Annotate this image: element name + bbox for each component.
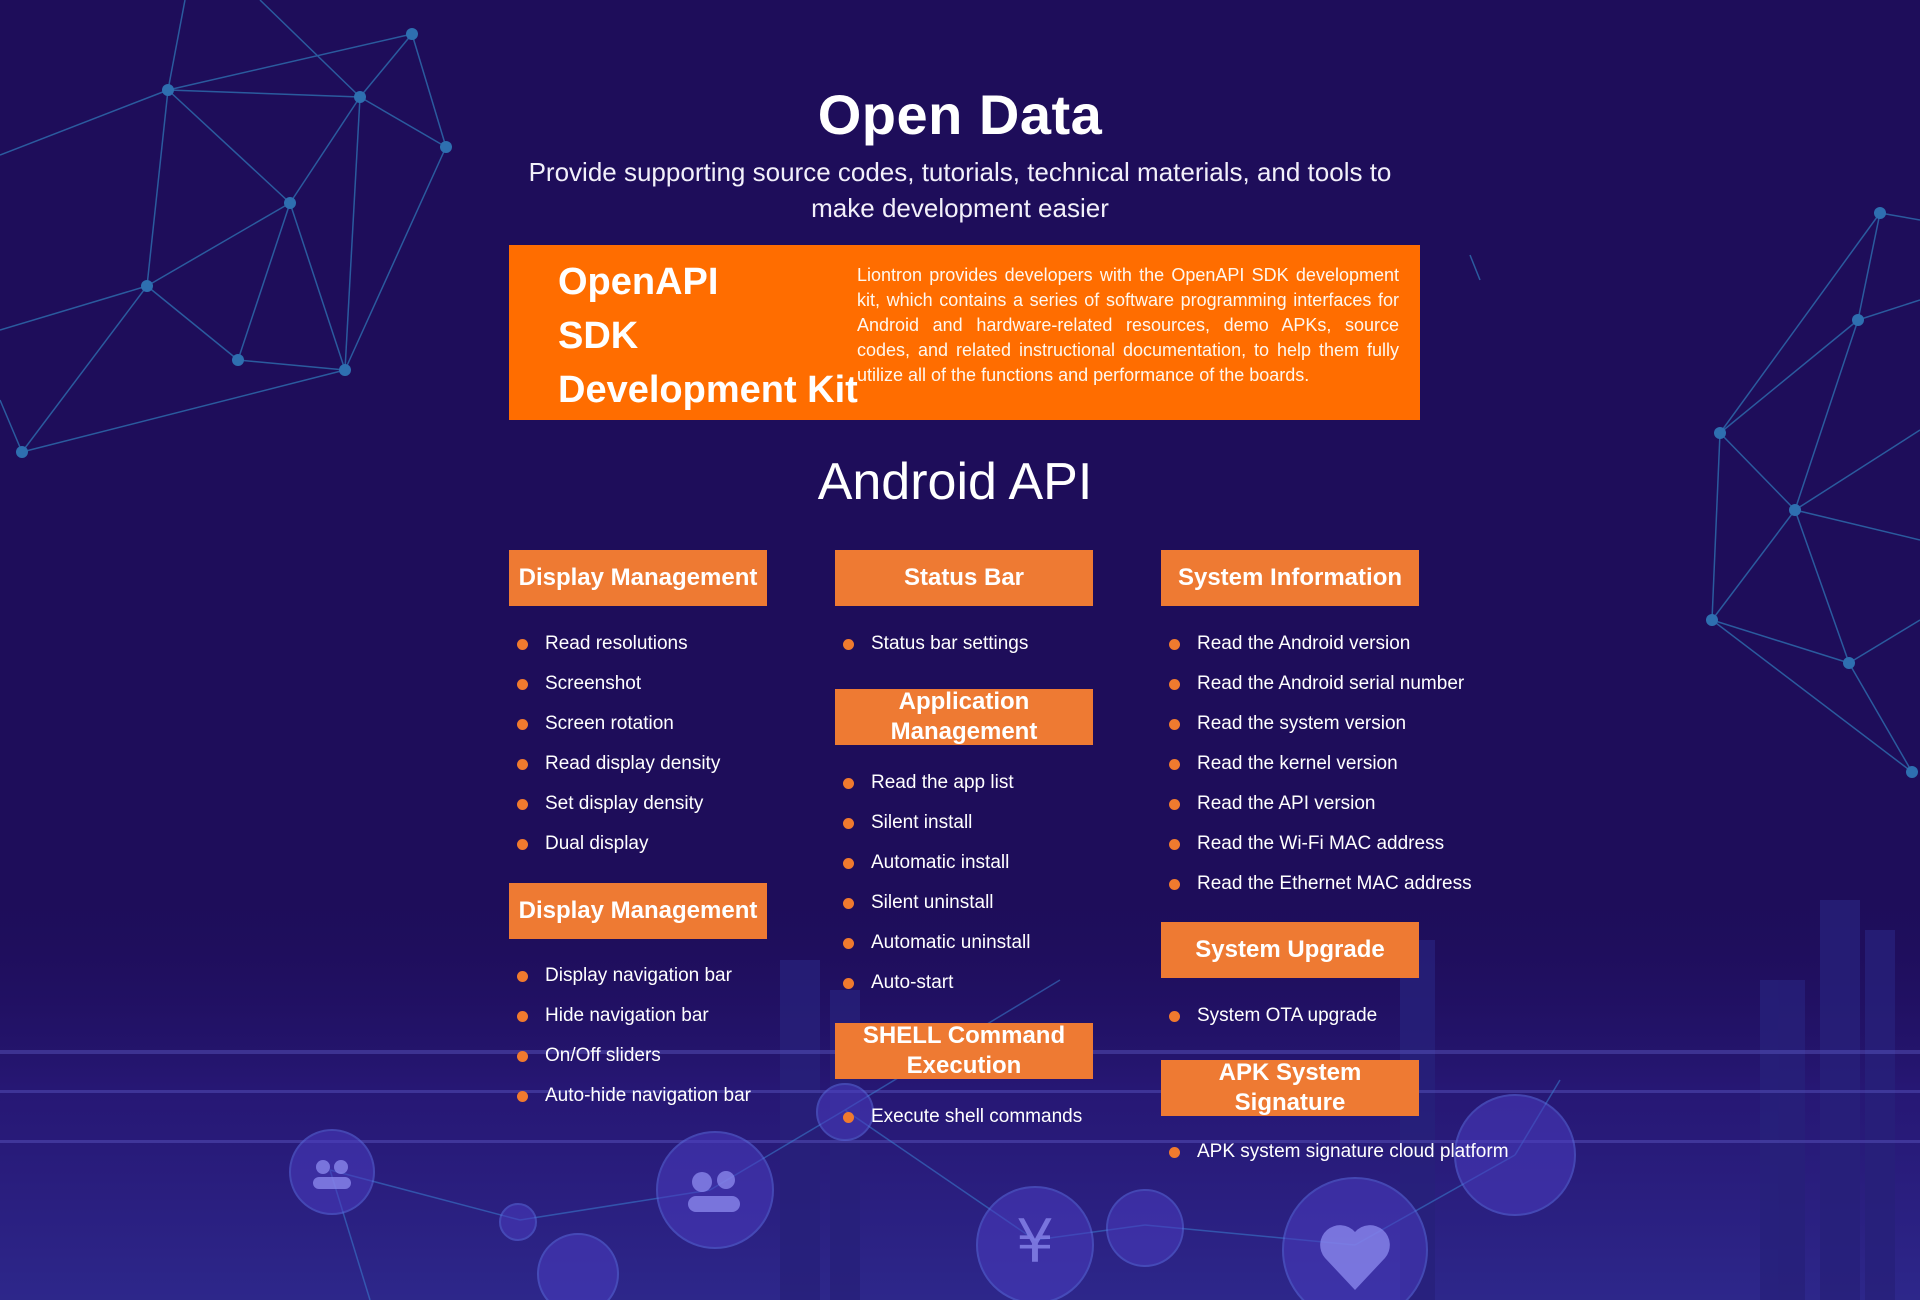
list-item: Dual display (509, 824, 720, 864)
list-item: Display navigation bar (509, 956, 751, 996)
list-item: Read display density (509, 744, 720, 784)
list-item: Read the system version (1161, 704, 1472, 744)
sdk-title (558, 255, 858, 417)
list-item: Read the app list (835, 763, 1030, 803)
list-item: Screenshot (509, 664, 720, 704)
list-item: Read the API version (1161, 784, 1472, 824)
category-system-information: System Information (1161, 550, 1419, 606)
list-item: On/Off sliders (509, 1036, 751, 1076)
sdk-title-line: SDK (558, 315, 639, 357)
list-item: Silent install (835, 803, 1030, 843)
group-icon (657, 1132, 773, 1248)
database-icon (1107, 1190, 1183, 1266)
category-status-bar: Status Bar (835, 550, 1093, 606)
section-title: Android API (817, 453, 1093, 511)
category-display-management: Display Management (509, 550, 767, 606)
svg-text:¥: ¥ (1015, 1207, 1055, 1277)
list-item: Execute shell commands (835, 1097, 1082, 1137)
list-item: Set display density (509, 784, 720, 824)
display-management-list (509, 624, 720, 864)
shell-command-list (835, 1097, 1082, 1137)
list-item: APK system signature cloud platform (1161, 1132, 1509, 1172)
sdk-title-line: OpenAPI (558, 261, 719, 303)
list-item: Read the Android version (1161, 624, 1472, 664)
list-item: Status bar settings (835, 624, 1028, 664)
system-information-list (1161, 624, 1472, 904)
list-item: Hide navigation bar (509, 996, 751, 1036)
list-item: Read the Android serial number (1161, 664, 1472, 704)
people-icon (290, 1130, 374, 1214)
sdk-title-line: Development Kit (558, 369, 858, 411)
list-item: Read resolutions (509, 624, 720, 664)
list-item: Screen rotation (509, 704, 720, 744)
page-subtitle: Provide supporting source codes, tutorials, technical materials, and tools to make development easier (528, 157, 1392, 223)
system-upgrade-list (1161, 996, 1377, 1036)
sdk-description: Liontron provides developers with the OpenAPI SDK development kit, which contains a series of software programming interfaces for Android and hardware-related resources, demo APKs, source codes, and related instructional documentation, to help them fully utilize all of the functions and performance of the boards. (857, 265, 1399, 385)
category-system-upgrade: System Upgrade (1161, 922, 1419, 978)
category-application-management: Application Management (835, 689, 1093, 745)
sdk-banner (509, 245, 1420, 420)
list-item: Read the kernel version (1161, 744, 1472, 784)
apk-signature-list (1161, 1132, 1509, 1172)
list-item: Automatic install (835, 843, 1030, 883)
category-display-management-navigation: Display Management (509, 883, 767, 939)
category-shell-command-execution: SHELL Command Execution (835, 1023, 1093, 1079)
list-item: Auto-start (835, 963, 1030, 1003)
application-management-list (835, 763, 1030, 1003)
list-item: Automatic uninstall (835, 923, 1030, 963)
list-item: Read the Ethernet MAC address (1161, 864, 1472, 904)
list-item: Auto-hide navigation bar (509, 1076, 751, 1116)
list-item: System OTA upgrade (1161, 996, 1377, 1036)
navigation-list (509, 956, 751, 1116)
page-title: Open Data (817, 83, 1103, 146)
list-item: Read the Wi-Fi MAC address (1161, 824, 1472, 864)
list-item: Silent uninstall (835, 883, 1030, 923)
category-apk-system-signature: APK System Signature (1161, 1060, 1419, 1116)
status-bar-list (835, 624, 1028, 664)
